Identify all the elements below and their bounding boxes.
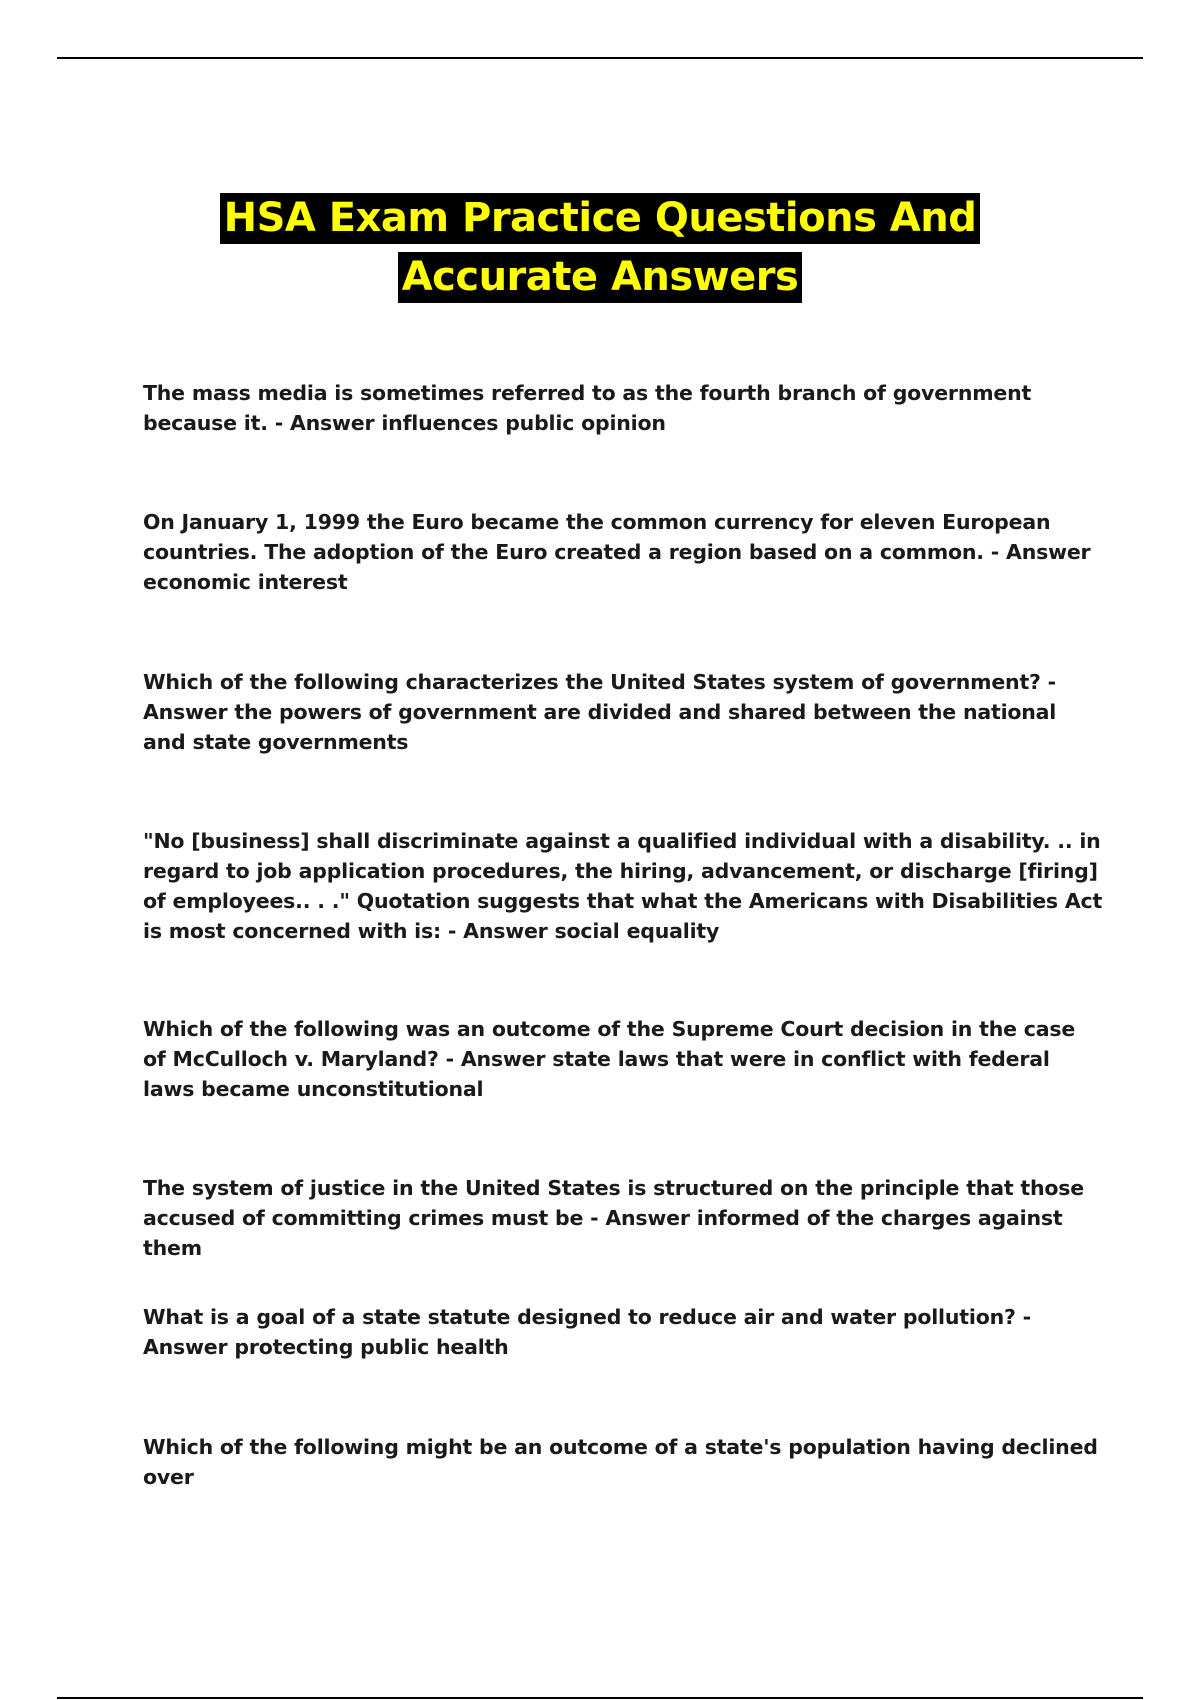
page-title-line-1: HSA Exam Practice Questions And <box>220 193 981 244</box>
qa-item-1: The mass media is sometimes referred to as the fourth branch of government because it. - Answer influences public opinion <box>143 381 1032 435</box>
bottom-rule <box>57 1697 1143 1699</box>
title-block <box>0 193 1200 311</box>
qa-item-6: The system of justice in the United States is structured on the principle that those accused of committing crimes must be - Answer informed of the charges against them <box>143 1176 1084 1260</box>
qa-item-4: "No [business] shall discriminate against a qualified individual with a disability. .. in regard to job application procedures, the hiring, advancement, or discharge [firing] of employees.. . ." Quotation suggests that what the Americans with Disabilities Act is most concerned with is: - Answer social equality <box>143 829 1103 943</box>
qa-item-7: What is a goal of a state statute designed to reduce air and water pollution? - Answer protecting public health <box>143 1305 1031 1359</box>
top-rule <box>57 57 1143 59</box>
qa-item-5: Which of the following was an outcome of the Supreme Court decision in the case of McCulloch v. Maryland? - Answer state laws that were in conflict with federal laws became unconstitutional <box>143 1017 1076 1101</box>
qa-item-8: Which of the following might be an outcome of a state's population having declined over <box>143 1435 1098 1489</box>
page-title-line-2: Accurate Answers <box>398 252 803 303</box>
qa-item-2: On January 1, 1999 the Euro became the common currency for eleven European countries. The adoption of the Euro created a region based on a common. - Answer economic interest <box>143 510 1091 594</box>
qa-item-3: Which of the following characterizes the United States system of government? - Answer the powers of government are divided and shared between the national and state governments <box>143 670 1057 754</box>
